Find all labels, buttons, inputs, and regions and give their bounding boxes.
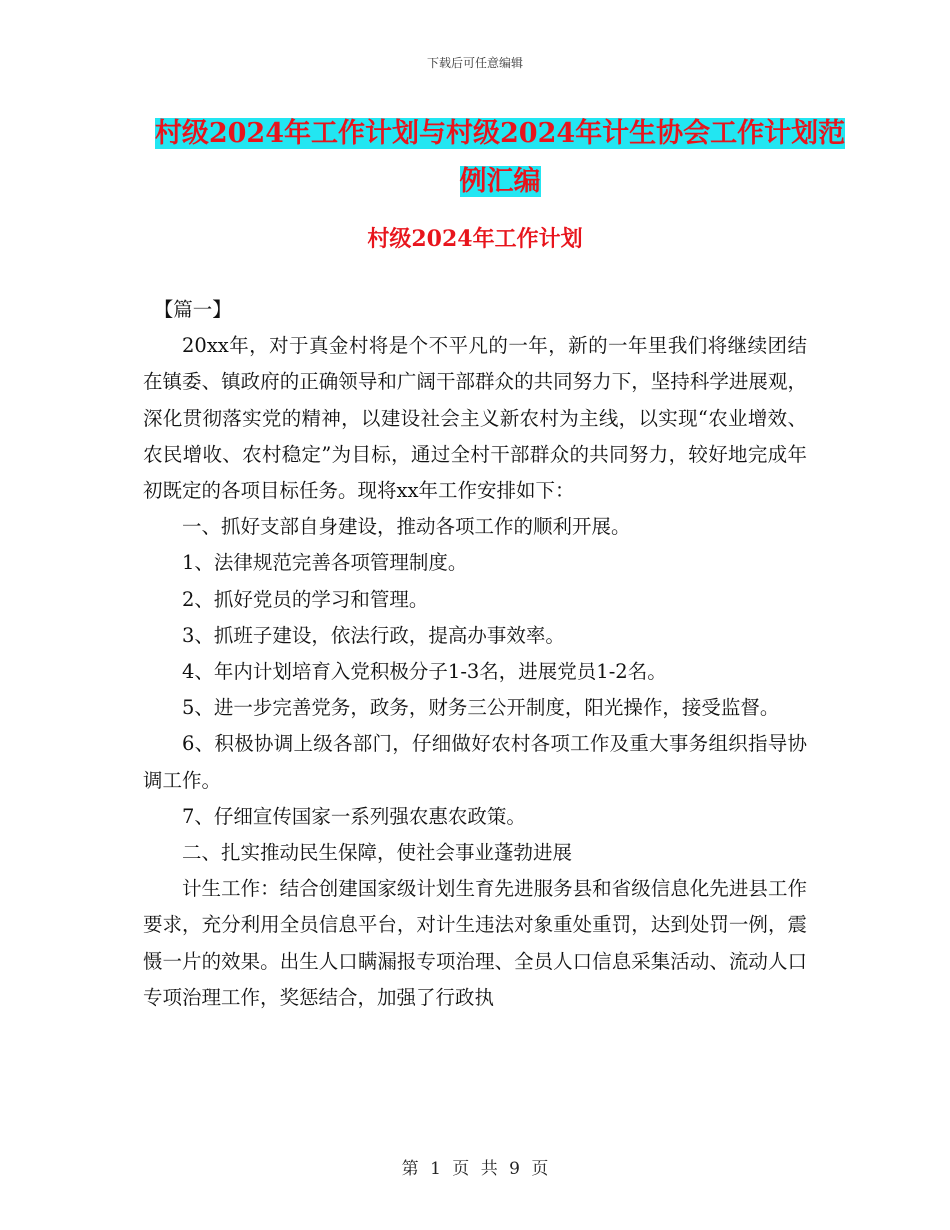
paragraph-item-5: 5、进一步完善党务，政务，财务三公开制度，阳光操作，接受监督。: [182, 696, 780, 720]
paragraph-family-planning: 计生工作：结合创建国家级计划生育先进服务县和省级信息化先进县工作要求，充分利用全员信息平台，对计生违法对象重处重罚，达到处罚一例，震慑一片的效果。出生人口瞒漏报专项治理、全员人口信息采集活动、流动人口专项治理工作，奖惩结合，加强了行政执: [143, 877, 807, 1009]
paragraph-heading-1: 一、抓好支部自身建设，推动各项工作的顺利开展。: [182, 515, 631, 539]
document-title-text: 村级2024年工作计划与村级2024年计生协会工作计划范例汇编: [154, 118, 846, 197]
paragraph-item-7: 7、仔细宣传国家一系列强农惠农政策。: [182, 804, 526, 828]
section-title: 村级2024年工作计划: [367, 226, 583, 252]
header-note: 下载后可任意编辑: [426, 56, 523, 70]
paragraph-intro: 20xx年，对于真金村将是个不平凡的一年，新的一年里我们将继续团结在镇委、镇政府的正确领导和广阔干部群众的共同努力下，坚持科学进展观，深化贯彻落实党的精神，以建设社会主义新农村为主线，以实现“农业增效、农民增收、农村稳定”为目标，通过全村干部群众的共同努力，较好地完成年初既定的各项目标任务。现将xx年工作安排如下：: [143, 334, 807, 503]
section-label: 【篇一】: [153, 298, 232, 321]
document-title: [150, 110, 850, 206]
page-footer: 第 1 页 共 9 页: [401, 1159, 549, 1179]
paragraph-item-6: 6、积极协调上级各部门，仔细做好农村各项工作及重大事务组织指导协调工作。: [143, 732, 807, 792]
document-body: [143, 292, 807, 1016]
paragraph-item-1: 1、法律规范完善各项管理制度。: [182, 551, 468, 575]
paragraph-item-3: 3、抓班子建设，依法行政，提高办事效率。: [182, 623, 565, 647]
paragraph-heading-2: 二、扎实推动民生保障，使社会事业蓬勃进展: [182, 841, 573, 865]
paragraph-item-4: 4、年内计划培育入党积极分子1-3名，进展党员1-2名。: [182, 660, 667, 684]
paragraph-item-2: 2、抓好党员的学习和管理。: [182, 587, 429, 611]
